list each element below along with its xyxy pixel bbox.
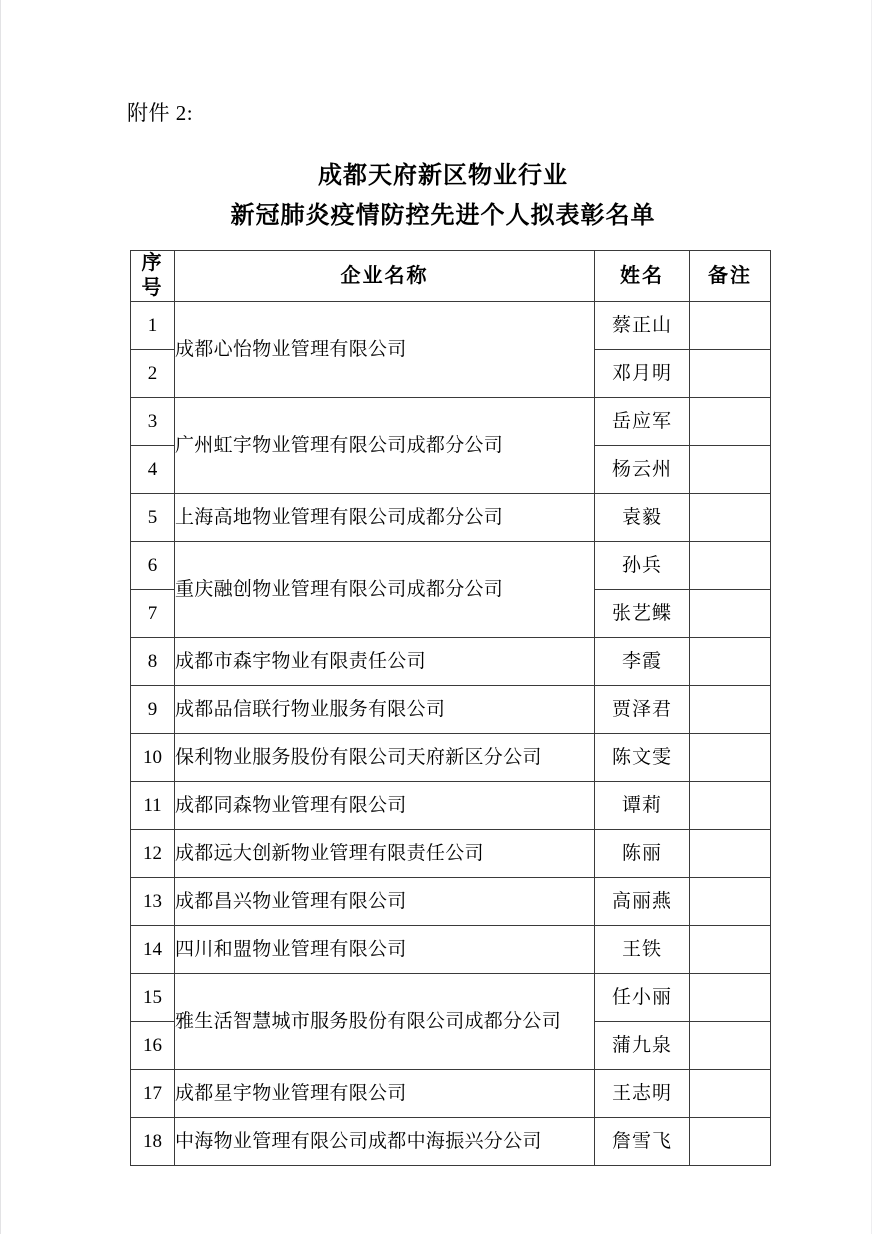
cell-index: 4 — [131, 446, 175, 494]
cell-index: 14 — [131, 926, 175, 974]
cell-remark — [690, 1070, 771, 1118]
table-row — [131, 398, 771, 446]
cell-name: 王志明 — [595, 1070, 690, 1118]
cell-company: 成都远大创新物业管理有限责任公司 — [175, 830, 595, 878]
cell-company: 上海高地物业管理有限公司成都分公司 — [175, 494, 595, 542]
cell-index: 11 — [131, 782, 175, 830]
page-title — [125, 156, 775, 236]
cell-company: 成都昌兴物业管理有限公司 — [175, 878, 595, 926]
cell-index: 15 — [131, 974, 175, 1022]
cell-remark — [690, 926, 771, 974]
cell-name: 谭莉 — [595, 782, 690, 830]
table-row — [131, 302, 771, 350]
cell-company: 广州虹宇物业管理有限公司成都分公司 — [175, 398, 595, 494]
cell-index: 5 — [131, 494, 175, 542]
cell-name: 陈丽 — [595, 830, 690, 878]
table-body — [131, 302, 771, 1166]
cell-company: 保利物业服务股份有限公司天府新区分公司 — [175, 734, 595, 782]
cell-company: 成都星宇物业管理有限公司 — [175, 1070, 595, 1118]
cell-name: 杨云州 — [595, 446, 690, 494]
table-row — [131, 686, 771, 734]
cell-name: 孙兵 — [595, 542, 690, 590]
cell-name: 蔡正山 — [595, 302, 690, 350]
cell-remark — [690, 398, 771, 446]
cell-name: 王铁 — [595, 926, 690, 974]
cell-index: 16 — [131, 1022, 175, 1070]
cell-name: 岳应军 — [595, 398, 690, 446]
cell-remark — [690, 878, 771, 926]
page-title-line1: 成都天府新区物业行业 — [318, 163, 568, 189]
cell-company: 四川和盟物业管理有限公司 — [175, 926, 595, 974]
cell-index: 18 — [131, 1118, 175, 1166]
cell-remark — [690, 446, 771, 494]
cell-remark — [690, 782, 771, 830]
cell-remark — [690, 1118, 771, 1166]
cell-index: 10 — [131, 734, 175, 782]
cell-index: 9 — [131, 686, 175, 734]
cell-name: 邓月明 — [595, 350, 690, 398]
cell-remark — [690, 974, 771, 1022]
page-title-line2: 新冠肺炎疫情防控先进个人拟表彰名单 — [230, 203, 656, 229]
cell-remark — [690, 638, 771, 686]
cell-company: 雅生活智慧城市服务股份有限公司成都分公司 — [175, 974, 595, 1070]
cell-index: 3 — [131, 398, 175, 446]
table-row — [131, 974, 771, 1022]
column-header-company: 企业名称 — [175, 251, 595, 302]
cell-index: 13 — [131, 878, 175, 926]
cell-company: 成都同森物业管理有限公司 — [175, 782, 595, 830]
table-row — [131, 878, 771, 926]
table-row — [131, 638, 771, 686]
column-header-remark: 备注 — [690, 251, 771, 302]
table-row — [131, 1118, 771, 1166]
table-row — [131, 782, 771, 830]
cell-remark — [690, 302, 771, 350]
cell-remark — [690, 734, 771, 782]
cell-index: 12 — [131, 830, 175, 878]
honoree-table — [130, 250, 771, 1166]
table-header — [131, 251, 771, 302]
cell-index: 2 — [131, 350, 175, 398]
cell-remark — [690, 350, 771, 398]
table-row — [131, 926, 771, 974]
cell-name: 李霞 — [595, 638, 690, 686]
cell-name: 袁毅 — [595, 494, 690, 542]
table-row — [131, 734, 771, 782]
cell-company: 重庆融创物业管理有限公司成都分公司 — [175, 542, 595, 638]
cell-index: 17 — [131, 1070, 175, 1118]
cell-name: 张艺鲽 — [595, 590, 690, 638]
cell-remark — [690, 1022, 771, 1070]
cell-remark — [690, 686, 771, 734]
cell-name: 贾泽君 — [595, 686, 690, 734]
cell-index: 7 — [131, 590, 175, 638]
cell-index: 6 — [131, 542, 175, 590]
table-row — [131, 1070, 771, 1118]
column-header-index: 序号 — [131, 251, 175, 302]
cell-remark — [690, 590, 771, 638]
cell-index: 1 — [131, 302, 175, 350]
cell-remark — [690, 830, 771, 878]
attachment-label: 附件 2: — [127, 101, 194, 125]
cell-company: 成都市森宇物业有限责任公司 — [175, 638, 595, 686]
cell-company: 成都品信联行物业服务有限公司 — [175, 686, 595, 734]
cell-name: 蒲九泉 — [595, 1022, 690, 1070]
cell-company: 成都心怡物业管理有限公司 — [175, 302, 595, 398]
table-row — [131, 542, 771, 590]
cell-name: 詹雪飞 — [595, 1118, 690, 1166]
cell-index: 8 — [131, 638, 175, 686]
table-header-row — [131, 251, 771, 302]
cell-remark — [690, 542, 771, 590]
cell-company: 中海物业管理有限公司成都中海振兴分公司 — [175, 1118, 595, 1166]
table-row — [131, 494, 771, 542]
cell-name: 高丽燕 — [595, 878, 690, 926]
column-header-name: 姓名 — [595, 251, 690, 302]
document-content — [125, 98, 775, 1166]
table-row — [131, 830, 771, 878]
cell-name: 任小丽 — [595, 974, 690, 1022]
cell-name: 陈文雯 — [595, 734, 690, 782]
cell-remark — [690, 494, 771, 542]
